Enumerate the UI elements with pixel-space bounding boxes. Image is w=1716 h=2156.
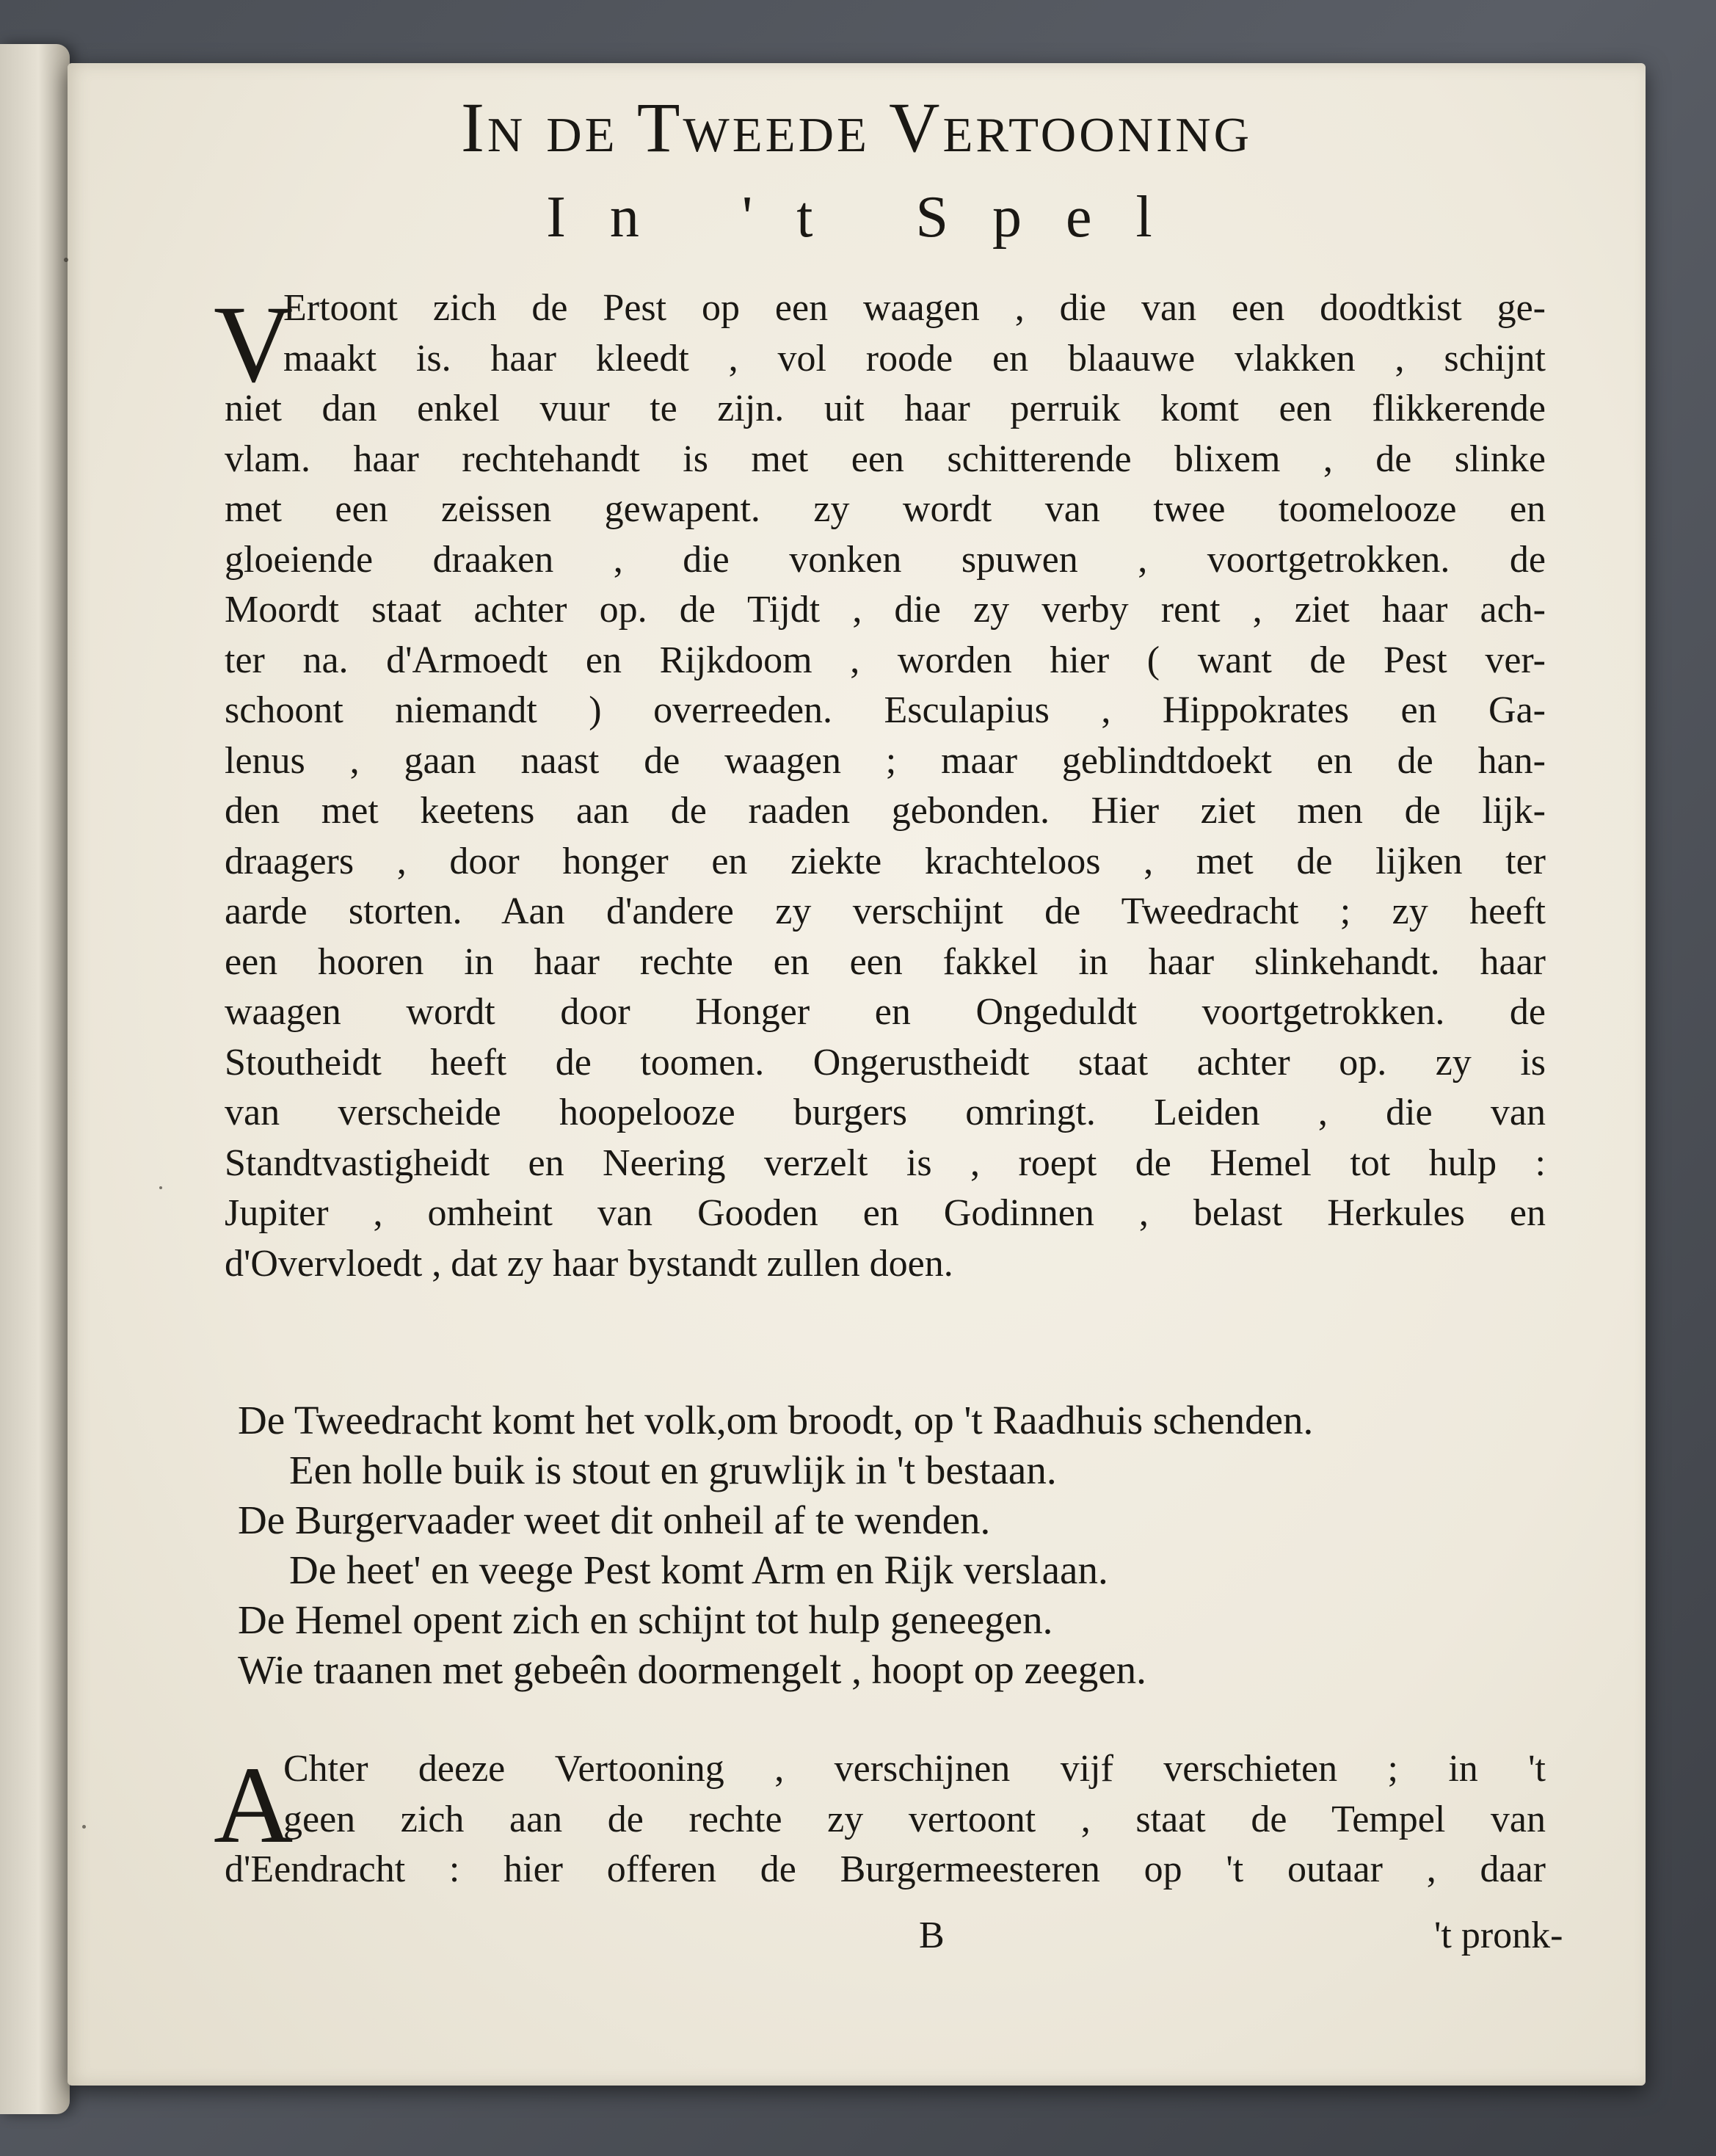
text-line: van verscheide hoopelooze burgers omringt. Leiden , die van xyxy=(225,1092,1546,1133)
text-line: Jupiter , omheint van Gooden en Godinnen , belast Herkules en xyxy=(225,1192,1546,1234)
text-line: Moordt staat achter op. de Tijdt , die zy verby rent , ziet haar ach- xyxy=(225,589,1546,631)
verse-line: Een holle buik is stout en gruwlijk in 't bestaan. xyxy=(289,1448,1057,1492)
text-line: Standtvastigheidt en Neering verzelt is , roept de Hemel tot hulp : xyxy=(225,1141,1546,1184)
text-line: d'Eendracht : hier offeren de Burgermeesteren op 't outaar , daar xyxy=(225,1848,1546,1890)
book-page xyxy=(68,63,1646,2086)
text-line: gloeiende draaken , die vonken spuwen , voortgetrokken. de xyxy=(225,538,1546,581)
text-line: geen zich aan de rechte zy vertoont , staat de Tempel van xyxy=(283,1798,1546,1840)
verse-line: De heet' en veege Pest komt Arm en Rijk verslaan. xyxy=(289,1547,1108,1592)
signature-mark: B xyxy=(919,1914,945,1956)
text-line: aarde storten. Aan d'andere zy verschijnt de Tweedracht ; zy heeft xyxy=(225,890,1546,932)
verse-block xyxy=(238,1395,1559,1695)
verse-line: De Tweedracht komt het volk,om broodt, op 't Raadhuis schenden. xyxy=(238,1398,1314,1442)
paragraph-second xyxy=(214,1744,1546,1895)
text-line: met een zeissen gewapent. zy wordt van twee toomelooze en xyxy=(225,488,1546,530)
text-line: niet dan enkel vuur te zijn. uit haar perruik komt een flikkerende xyxy=(225,388,1546,429)
facing-page-edge xyxy=(0,44,70,2114)
verse-line: De Burgervaader weet dit onheil af te wenden. xyxy=(238,1498,991,1542)
text-line: lenus , gaan naast de waagen ; maar geblindtdoekt en de han- xyxy=(225,739,1546,782)
text-line: ter na. d'Armoedt en Rijkdoom , worden hier ( want de Pest ver- xyxy=(225,639,1546,681)
verse-line: De Hemel opent zich en schijnt tot hulp geneegen. xyxy=(238,1597,1053,1642)
text-line: waagen wordt door Honger en Ongeduldt voortgetrokken. de xyxy=(225,991,1546,1033)
text-line: vlam. haar rechtehandt is met een schitterende blixem , de slinke xyxy=(225,438,1546,480)
page-subtitle: In 't Spel xyxy=(546,185,1196,250)
paper-speck xyxy=(64,258,68,262)
text-line: schoont niemandt ) overreeden. Esculapius , Hippokrates en Ga- xyxy=(225,689,1546,731)
dropcap-v: V xyxy=(214,283,294,405)
text-line: draagers , door honger en ziekte krachteloos , met de lijken ter xyxy=(225,840,1546,882)
dropcap-a: A xyxy=(214,1744,294,1866)
text-line: Chter deeze Vertooning , verschijnen vijf verschieten ; in 't xyxy=(283,1748,1546,1790)
text-line: den met keetens aan de raaden gebonden. Hier ziet men de lijk- xyxy=(225,790,1546,832)
verse-line: Wie traanen met gebeên doormengelt , hoopt op zeegen. xyxy=(238,1647,1146,1692)
text-line: een hooren in haar rechte en een fakkel in haar slinkehandt. haar xyxy=(225,940,1546,983)
page-title: In de Tweede Vertooning xyxy=(460,88,1253,167)
paper-speck xyxy=(159,1186,162,1189)
text-line: Stoutheidt heeft de toomen. Ongerustheidt staat achter op. zy is xyxy=(225,1041,1546,1084)
paragraph-first xyxy=(214,283,1546,1289)
text-line: maakt is. haar kleedt , vol roode en blaauwe vlakken , schijnt xyxy=(283,337,1546,380)
paper-speck xyxy=(82,1825,86,1829)
catchword: 't pronk- xyxy=(1434,1914,1563,1956)
text-line: d'Overvloedt , dat zy haar bystandt zullen doen. xyxy=(225,1242,953,1285)
text-line: Ertoont zich de Pest op een waagen , die van een doodtkist ge- xyxy=(283,287,1546,329)
